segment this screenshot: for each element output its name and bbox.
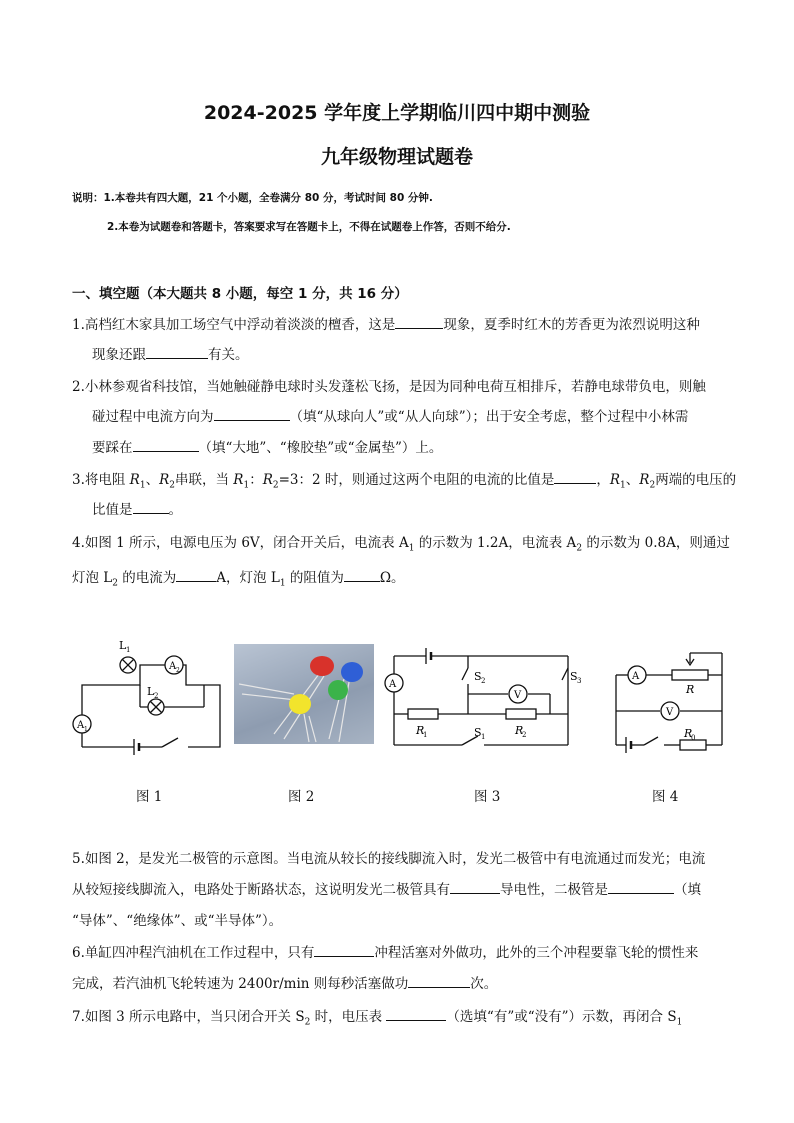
question-6-line-1: 6.单缸四冲程汽油机在工作过程中，只有 冲程活塞对外做功，此外的三个冲程要靠飞轮的惯性来: [72, 941, 698, 961]
instruction-note-2: 2.本卷为试题卷和答题卡，答案要求写在答题卡上，不得在试题卷上作答，否则不给分.: [107, 221, 511, 233]
answer-blank[interactable]: [176, 567, 216, 582]
svg-text:1: 1: [126, 646, 131, 654]
svg-text:A: A: [169, 661, 177, 672]
question-2-line-3: 要踩在 （填“大地”、“橡胶垫”或“金属垫”）上。: [92, 436, 442, 456]
svg-text:1: 1: [481, 733, 486, 741]
answer-blank[interactable]: [314, 942, 374, 957]
question-4-line-1: 4.如图 1 所示，电源电压为 6V，闭合开关后，电流表 $A_1$ 的示数为 1.2A，电流表 $A_2$ 的示数为 0.8A，则通过: [72, 535, 730, 554]
figure-4-circuit: [610, 645, 730, 755]
question-5-line-2: 从较短接线脚流入，电路处于断路状态，这说明发光二极管具有 导电性，二极管是 （填: [72, 878, 701, 898]
question-4-line-2: 灯泡 $L_2$ 的电流为 A，灯泡 $L_1$ 的阻值为 Ω。: [72, 566, 405, 589]
svg-text:V: V: [666, 707, 674, 718]
question-5-line-3: “导体”、“绝缘体”、或“半导体”）。: [72, 913, 283, 929]
svg-text:R: R: [515, 724, 524, 737]
question-6-line-2: 完成，若汽油机飞轮转速为 2400r/min 则每秒活塞做功 次。: [72, 972, 497, 992]
svg-text:S: S: [570, 670, 578, 683]
answer-blank[interactable]: [133, 499, 169, 514]
question-1-line-2: 现象还跟 有关。: [92, 343, 249, 363]
figure-2-label: 图 2: [288, 789, 315, 805]
figure-2-led-photo: [234, 644, 374, 744]
svg-text:2: 2: [481, 677, 486, 685]
svg-text:2: 2: [154, 692, 159, 700]
answer-blank[interactable]: [408, 973, 470, 988]
figure-3-label: 图 3: [474, 789, 501, 805]
instruction-note-1: 说明：1.本卷共有四大题，21 个小题，全卷满分 80 分，考试时间 80 分钟.: [72, 192, 433, 204]
answer-blank[interactable]: [450, 879, 500, 894]
led-diodes-image: [234, 644, 374, 744]
question-1-line-1: 1.高档红木家具加工场空气中浮动着淡淡的檀香，这是 现象，夏季时红木的芳香更为浓烈说明这种: [72, 313, 700, 333]
question-3-line-1: 3.将电阻 $R_1$、$R_2$串联，当 $R_1$：$R_2=3$：2 时，则通过这两个电阻的电流的比值是 ，$R_1$、$R_2$两端的电压的: [72, 468, 736, 491]
exam-subtitle: 九年级物理试题卷: [320, 146, 473, 168]
svg-text:2: 2: [522, 731, 527, 739]
svg-text:V: V: [514, 690, 522, 701]
svg-text:1: 1: [423, 731, 428, 739]
svg-text:3: 3: [577, 677, 582, 685]
svg-text:2: 2: [176, 667, 180, 674]
figure-3-circuit: [378, 640, 582, 755]
answer-blank[interactable]: [608, 879, 674, 894]
figure-1-circuit: [70, 635, 230, 755]
answer-blank[interactable]: [344, 567, 380, 582]
svg-text:0: 0: [691, 734, 696, 742]
answer-blank[interactable]: [146, 344, 208, 359]
resistor-r2-icon: [506, 709, 536, 719]
section-heading: 一、填空题（本大题共 8 小题，每空 1 分，共 16 分）: [72, 286, 408, 302]
svg-text:A: A: [77, 720, 85, 731]
answer-blank[interactable]: [133, 437, 199, 452]
svg-text:S: S: [474, 670, 482, 683]
svg-text:S: S: [474, 726, 482, 739]
answer-blank[interactable]: [554, 469, 596, 484]
answer-blank[interactable]: [395, 314, 443, 329]
answer-blank[interactable]: [214, 406, 290, 421]
answer-blank[interactable]: [386, 1006, 446, 1021]
question-2-line-2: 碰过程中电流方向为 （填“从球向人”或“从人向球”）；出于安全考虑，整个过程中小林需: [92, 405, 688, 425]
figure-1-label: 图 1: [136, 789, 163, 805]
svg-text:L: L: [147, 685, 155, 698]
question-5-line-1: 5.如图 2，是发光二极管的示意图。当电流从较长的接线脚流入时，发光二极管中有电流通过而发光；电流: [72, 851, 706, 867]
svg-text:A: A: [632, 671, 640, 682]
svg-text:R: R: [416, 724, 425, 737]
svg-text:R: R: [686, 683, 695, 696]
exam-title: 2024-2025 学年度上学期临川四中期中测验: [203, 102, 591, 124]
question-2-line-1: 2.小林参观省科技馆，当她触碰静电球时头发蓬松飞扬，是因为同种电荷互相排斥，若静电球带负电，则触: [72, 379, 706, 395]
question-3-line-2: 比值是 。: [92, 498, 182, 518]
resistor-r1-icon: [408, 709, 438, 719]
svg-text:1: 1: [84, 726, 88, 733]
svg-text:A: A: [389, 679, 397, 690]
svg-text:R: R: [684, 727, 693, 740]
figure-4-label: 图 4: [652, 789, 679, 805]
question-7-line-1: 7.如图 3 所示电路中，当只闭合开关 $S_2$ 时，电压表 （选填“有”或“没有”）示数，再闭合 $S_1$: [72, 1005, 682, 1028]
svg-text:L: L: [119, 639, 127, 652]
rheostat-r-icon: [672, 670, 708, 680]
